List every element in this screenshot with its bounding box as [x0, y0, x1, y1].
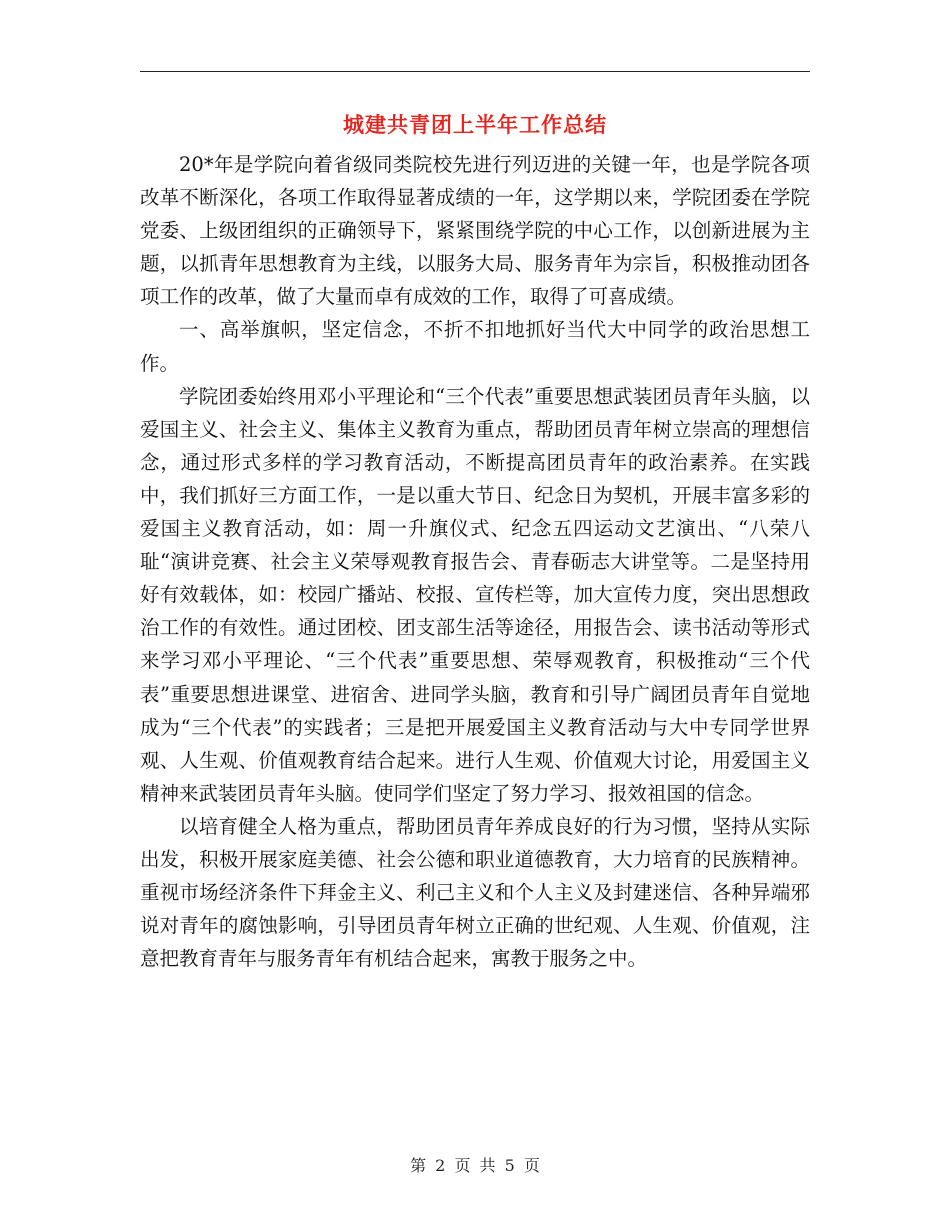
paragraph: 学院团委始终用邓小平理论和“三个代表”重要思想武装团员青年头脑，以爱国主义、社会主义、集体主义教育为重点，帮助团员青年树立崇高的理想信念，通过形式多样的学习教育活动，不断提高团员青年的政治素养。在实践中，我们抓好三方面工作，一是以重大节日、纪念日为契机，开展丰富多彩的爱国主义教育活动，如：周一升旗仪式、纪念五四运动文艺演出、“八荣八耻“演讲竞赛、社会主义荣辱观教育报告会、青春砺志大讲堂等。二是坚持用好有效载体，如：校园广播站、校报、宣传栏等，加大宣传力度，突出思想政治工作的有效性。通过团校、团支部生活等途径，用报告会、读书活动等形式来学习邓小平理论、“三个代表”重要思想、荣辱观教育，积极推动“三个代表”重要思想进课堂、进宿舍、进同学头脑，教育和引导广阔团员青年自觉地成为“三个代表”的实践者；三是把开展爱国主义教育活动与大中专同学世界观、人生观、价值观教育结合起来。进行人生观、价值观大讨论，用爱国主义精神来武装团员青年头脑。使同学们坚定了努力学习、报效祖国的信念。 [140, 384, 810, 805]
paragraph: 20*年是学院向着省级同类院校先进行列迈进的关键一年，也是学院各项改革不断深化，各项工作取得显著成绩的一年，这学期以来，学院团委在学院党委、上级团组织的正确领导下，紧紧围绕学院的中心工作，以创新进展为主题，以抓青年思想教育为主线，以服务大局、服务青年为宗旨，积极推动团各项工作的改革，做了大量而卓有成效的工作，取得了可喜成绩。 [140, 153, 810, 309]
document-body [140, 148, 810, 975]
section-heading: 一、高举旗帜，坚定信念，不折不扣地抓好当代大中同学的政治思想工作。 [140, 318, 810, 375]
paragraph: 以培育健全人格为重点，帮助团员青年养成良好的行为习惯，坚持从实际出发，积极开展家庭美德、社会公德和职业道德教育，大力培育的民族精神。重视市场经济条件下拜金主义、利己主义和个人主义及封建迷信、各种异端邪说对青年的腐蚀影响，引导团员青年树立正确的世纪观、人生观、价值观，注意把教育青年与服务青年有机结合起来，寓教于服务之中。 [140, 814, 810, 971]
header-rule [140, 71, 810, 72]
page-number-footer: 第 2 页 共 5 页 [410, 1156, 540, 1175]
document-title: 城建共青团上半年工作总结 [343, 112, 607, 137]
